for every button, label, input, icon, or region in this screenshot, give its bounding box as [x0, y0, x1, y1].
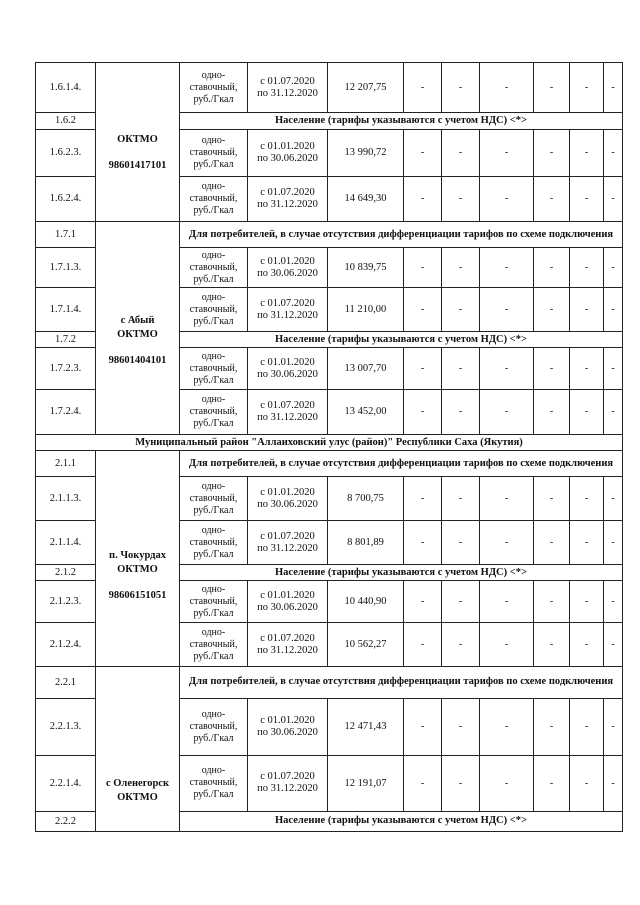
tariff-unit-line: руб./Гкал: [193, 315, 234, 327]
row-number: 2.2.1: [36, 667, 96, 699]
tariff-period-line: с 01.01.2020: [260, 356, 315, 368]
tariff-unit: [180, 755, 248, 811]
empty-dash-cell: -: [570, 177, 604, 222]
tariff-unit-line: одно-: [201, 181, 226, 192]
empty-dash-cell: -: [534, 390, 570, 435]
empty-dash-cell: -: [480, 130, 534, 177]
tariff-value: 12 471,43: [328, 698, 404, 755]
organization-block: [98, 667, 177, 831]
empty-dash-cell: -: [570, 390, 604, 435]
organization-cell: [96, 222, 180, 435]
tariff-unit-line: ставочный,: [189, 147, 238, 158]
region-row: [36, 435, 623, 451]
empty-dash-cell: -: [570, 130, 604, 177]
tariff-unit-line: ставочный,: [189, 261, 238, 273]
tariff-period: [248, 698, 328, 755]
settlement-name: с Оленегорск: [105, 778, 170, 789]
empty-dash-cell: -: [604, 177, 623, 222]
tariff-period: [248, 177, 328, 222]
row-number: 2.1.2: [36, 565, 96, 581]
tariff-unit-line: одно-: [201, 291, 226, 303]
empty-dash-cell: -: [570, 348, 604, 390]
empty-dash-cell: -: [404, 63, 442, 113]
empty-dash-cell: -: [442, 348, 480, 390]
tariff-unit-line: руб./Гкал: [193, 607, 234, 619]
tariff-table: [35, 62, 623, 832]
tariff-period-line: по 30.06.2020: [257, 726, 318, 738]
empty-dash-cell: -: [442, 755, 480, 811]
empty-dash-cell: -: [534, 288, 570, 332]
oktmo-label: ОКТМО: [117, 134, 158, 145]
organization-cell: [96, 63, 180, 222]
organization-cell: [96, 667, 180, 832]
empty-dash-cell: -: [570, 698, 604, 755]
tariff-period-line: с 01.01.2020: [260, 141, 315, 152]
empty-dash-cell: -: [480, 521, 534, 565]
tariff-period-line: по 30.06.2020: [257, 498, 318, 510]
tariff-period-line: с 01.01.2020: [260, 589, 315, 601]
oktmo-code: 98601417101: [108, 160, 167, 171]
organization-block: [98, 63, 177, 173]
tariff-unit-line: одно-: [201, 394, 226, 405]
tariff-unit-line: ставочный,: [189, 406, 238, 417]
tariff-unit-line: ставочный,: [189, 595, 238, 607]
empty-dash-cell: -: [480, 755, 534, 811]
tariff-unit-line: руб./Гкал: [193, 374, 234, 386]
tariff-period-line: по 31.12.2020: [257, 783, 318, 795]
row-number: 1.7.2: [36, 332, 96, 348]
tariff-unit: [180, 348, 248, 390]
tariff-period-line: с 01.01.2020: [260, 714, 315, 726]
row-number: 1.6.1.4.: [36, 63, 96, 113]
tariff-period-line: с 01.01.2020: [260, 255, 315, 267]
empty-dash-cell: -: [404, 477, 442, 521]
empty-dash-cell: -: [480, 698, 534, 755]
tariff-unit-line: руб./Гкал: [193, 159, 234, 170]
tariff-period-line: по 31.12.2020: [257, 542, 318, 554]
tariff-unit-line: руб./Гкал: [193, 650, 234, 662]
empty-dash-cell: -: [442, 63, 480, 113]
oktmo-label: ОКТМО: [117, 564, 158, 575]
tariff-unit: [180, 581, 248, 623]
section-header-text: Население (тарифы указываются с учетом НДС) <*>: [180, 113, 623, 130]
tariff-period-line: с 01.07.2020: [260, 187, 315, 198]
empty-dash-cell: -: [570, 521, 604, 565]
tariff-unit: [180, 623, 248, 667]
empty-dash-cell: -: [442, 477, 480, 521]
tariff-unit: [180, 390, 248, 435]
oktmo-label: ОКТМО: [117, 329, 158, 340]
empty-dash-cell: -: [442, 581, 480, 623]
row-number: 2.1.1: [36, 451, 96, 477]
tariff-unit: [180, 521, 248, 565]
empty-dash-cell: -: [404, 581, 442, 623]
tariff-period: [248, 521, 328, 565]
tariff-row: [36, 63, 623, 113]
empty-dash-cell: -: [480, 248, 534, 288]
empty-dash-cell: -: [604, 248, 623, 288]
empty-dash-cell: -: [442, 623, 480, 667]
tariff-period: [248, 390, 328, 435]
empty-dash-cell: -: [480, 288, 534, 332]
tariff-period: [248, 63, 328, 113]
empty-dash-cell: -: [604, 390, 623, 435]
settlement-name: [98, 119, 177, 133]
tariff-unit: [180, 248, 248, 288]
tariff-period-line: по 31.12.2020: [257, 199, 318, 210]
row-number: 2.2.1.4.: [36, 755, 96, 811]
empty-dash-cell: -: [604, 581, 623, 623]
tariff-unit-line: ставочный,: [189, 492, 238, 504]
tariff-unit: [180, 177, 248, 222]
empty-dash-cell: -: [404, 698, 442, 755]
tariff-unit-line: руб./Гкал: [193, 273, 234, 285]
tariff-value: 13 007,70: [328, 348, 404, 390]
tariff-period-line: с 01.07.2020: [260, 632, 315, 644]
tariff-unit: [180, 288, 248, 332]
row-number: 2.2.2: [36, 811, 96, 831]
organization-cell: [96, 451, 180, 667]
settlement-name: с Абый: [120, 315, 155, 326]
tariff-unit-line: ставочный,: [189, 638, 238, 650]
tariff-period-line: с 01.07.2020: [260, 400, 315, 411]
empty-dash-cell: -: [404, 130, 442, 177]
empty-dash-cell: -: [604, 130, 623, 177]
tariff-unit-line: ставочный,: [189, 720, 238, 732]
row-number: 1.7.1.4.: [36, 288, 96, 332]
tariff-unit: [180, 477, 248, 521]
empty-dash-cell: -: [442, 177, 480, 222]
empty-dash-cell: -: [534, 248, 570, 288]
empty-dash-cell: -: [534, 755, 570, 811]
tariff-period-line: по 31.12.2020: [257, 87, 318, 99]
section-header-text: Население (тарифы указываются с учетом НДС) <*>: [180, 811, 623, 831]
section-header-text: Население (тарифы указываются с учетом НДС) <*>: [180, 332, 623, 348]
tariff-unit-line: руб./Гкал: [193, 504, 234, 516]
empty-dash-cell: -: [534, 581, 570, 623]
empty-dash-cell: -: [604, 521, 623, 565]
tariff-value: 13 452,00: [328, 390, 404, 435]
row-number: 1.6.2.3.: [36, 130, 96, 177]
empty-dash-cell: -: [570, 755, 604, 811]
tariff-table-body: [36, 63, 623, 832]
empty-dash-cell: -: [534, 63, 570, 113]
tariff-unit-line: одно-: [201, 583, 226, 595]
section-header-text: Население (тарифы указываются с учетом НДС) <*>: [180, 565, 623, 581]
empty-dash-cell: -: [442, 521, 480, 565]
tariff-period: [248, 288, 328, 332]
tariff-value: 11 210,00: [328, 288, 404, 332]
tariff-period-line: с 01.07.2020: [260, 75, 315, 87]
empty-dash-cell: -: [534, 698, 570, 755]
row-number: 1.7.1: [36, 222, 96, 248]
empty-dash-cell: -: [570, 477, 604, 521]
tariff-period-line: по 30.06.2020: [257, 368, 318, 380]
region-title: Муниципальный район "Аллаиховский улус (район)" Республики Саха (Якутия): [36, 435, 623, 451]
row-number: 1.6.2.4.: [36, 177, 96, 222]
empty-dash-cell: -: [480, 581, 534, 623]
oktmo-code: 98601404101: [108, 355, 167, 366]
empty-dash-cell: -: [404, 348, 442, 390]
tariff-period-line: с 01.01.2020: [260, 486, 315, 498]
empty-dash-cell: -: [404, 248, 442, 288]
row-number: 2.1.1.4.: [36, 521, 96, 565]
tariff-unit-line: ставочный,: [189, 303, 238, 315]
empty-dash-cell: -: [404, 177, 442, 222]
tariff-unit-line: ставочный,: [189, 536, 238, 548]
tariff-period-line: с 01.07.2020: [260, 530, 315, 542]
empty-dash-cell: -: [480, 348, 534, 390]
tariff-unit-line: одно-: [201, 350, 226, 362]
empty-dash-cell: -: [480, 177, 534, 222]
tariff-period-line: по 30.06.2020: [257, 153, 318, 164]
tariff-unit-line: ставочный,: [189, 81, 238, 93]
empty-dash-cell: -: [404, 521, 442, 565]
tariff-period-line: по 30.06.2020: [257, 601, 318, 613]
tariff-table-page: [35, 62, 622, 832]
empty-dash-cell: -: [570, 248, 604, 288]
row-number: 1.7.2.3.: [36, 348, 96, 390]
empty-dash-cell: -: [604, 698, 623, 755]
tariff-period-line: по 31.12.2020: [257, 644, 318, 656]
tariff-value: 13 990,72: [328, 130, 404, 177]
tariff-unit-line: одно-: [201, 69, 226, 81]
empty-dash-cell: -: [404, 390, 442, 435]
empty-dash-cell: -: [442, 698, 480, 755]
tariff-period: [248, 755, 328, 811]
section-header-text: Для потребителей, в случае отсутствия дифференциации тарифов по схеме подключения: [180, 451, 623, 477]
oktmo-code: 98606151051: [108, 590, 167, 601]
tariff-period: [248, 348, 328, 390]
tariff-unit-line: руб./Гкал: [193, 205, 234, 216]
tariff-period: [248, 248, 328, 288]
row-number: 1.7.1.3.: [36, 248, 96, 288]
section-header-row: [36, 667, 623, 699]
empty-dash-cell: -: [534, 521, 570, 565]
empty-dash-cell: -: [570, 63, 604, 113]
row-number: 1.7.2.4.: [36, 390, 96, 435]
empty-dash-cell: -: [570, 623, 604, 667]
tariff-period-line: с 01.07.2020: [260, 771, 315, 783]
tariff-period: [248, 623, 328, 667]
empty-dash-cell: -: [442, 248, 480, 288]
settlement-name: п. Чокурдах: [109, 550, 166, 561]
empty-dash-cell: -: [442, 130, 480, 177]
tariff-unit-line: руб./Гкал: [193, 93, 234, 105]
empty-dash-cell: -: [480, 390, 534, 435]
row-number: 1.6.2: [36, 113, 96, 130]
tariff-unit-line: ставочный,: [189, 362, 238, 374]
empty-dash-cell: -: [534, 623, 570, 667]
tariff-period: [248, 477, 328, 521]
section-header-text: Для потребителей, в случае отсутствия дифференциации тарифов по схеме подключения: [180, 222, 623, 248]
tariff-value: 8 700,75: [328, 477, 404, 521]
section-header-text: Для потребителей, в случае отсутствия дифференциации тарифов по схеме подключения: [180, 667, 623, 699]
tariff-unit-line: ставочный,: [189, 193, 238, 204]
tariff-period-line: с 01.07.2020: [260, 297, 315, 309]
row-number: 2.1.2.3.: [36, 581, 96, 623]
empty-dash-cell: -: [534, 348, 570, 390]
tariff-value: 10 562,27: [328, 623, 404, 667]
empty-dash-cell: -: [480, 623, 534, 667]
empty-dash-cell: -: [404, 288, 442, 332]
oktmo-label: ОКТМО: [117, 792, 158, 803]
section-header-row: [36, 222, 623, 248]
tariff-value: 10 839,75: [328, 248, 404, 288]
tariff-unit-line: одно-: [201, 765, 226, 777]
tariff-value: 12 191,07: [328, 755, 404, 811]
tariff-unit-line: одно-: [201, 249, 226, 261]
empty-dash-cell: -: [604, 348, 623, 390]
empty-dash-cell: -: [442, 288, 480, 332]
tariff-value: 8 801,89: [328, 521, 404, 565]
organization-block: [98, 451, 177, 603]
section-header-row: [36, 451, 623, 477]
tariff-unit-line: руб./Гкал: [193, 548, 234, 560]
empty-dash-cell: -: [570, 288, 604, 332]
tariff-unit-line: одно-: [201, 626, 226, 638]
tariff-unit-line: одно-: [201, 135, 226, 146]
tariff-unit: [180, 130, 248, 177]
empty-dash-cell: -: [404, 755, 442, 811]
tariff-unit-line: ставочный,: [189, 777, 238, 789]
tariff-period: [248, 581, 328, 623]
tariff-unit-line: руб./Гкал: [193, 418, 234, 429]
tariff-value: 14 649,30: [328, 177, 404, 222]
empty-dash-cell: -: [534, 177, 570, 222]
row-number: 2.1.1.3.: [36, 477, 96, 521]
oktmo-code: [98, 817, 177, 831]
empty-dash-cell: -: [534, 477, 570, 521]
empty-dash-cell: -: [604, 63, 623, 113]
row-number: 2.1.2.4.: [36, 623, 96, 667]
tariff-unit-line: руб./Гкал: [193, 789, 234, 801]
empty-dash-cell: -: [404, 623, 442, 667]
tariff-period-line: по 31.12.2020: [257, 412, 318, 423]
tariff-period-line: по 31.12.2020: [257, 309, 318, 321]
empty-dash-cell: -: [604, 477, 623, 521]
row-number: 2.2.1.3.: [36, 698, 96, 755]
empty-dash-cell: -: [604, 755, 623, 811]
tariff-unit: [180, 63, 248, 113]
tariff-period-line: по 30.06.2020: [257, 267, 318, 279]
organization-block: [98, 222, 177, 368]
tariff-unit-line: одно-: [201, 480, 226, 492]
tariff-value: 10 440,90: [328, 581, 404, 623]
empty-dash-cell: -: [570, 581, 604, 623]
empty-dash-cell: -: [442, 390, 480, 435]
empty-dash-cell: -: [480, 477, 534, 521]
empty-dash-cell: -: [480, 63, 534, 113]
empty-dash-cell: -: [604, 623, 623, 667]
tariff-unit-line: руб./Гкал: [193, 732, 234, 744]
empty-dash-cell: -: [534, 130, 570, 177]
tariff-unit-line: одно-: [201, 524, 226, 536]
tariff-unit: [180, 698, 248, 755]
tariff-value: 12 207,75: [328, 63, 404, 113]
tariff-period: [248, 130, 328, 177]
tariff-unit-line: одно-: [201, 708, 226, 720]
empty-dash-cell: -: [604, 288, 623, 332]
